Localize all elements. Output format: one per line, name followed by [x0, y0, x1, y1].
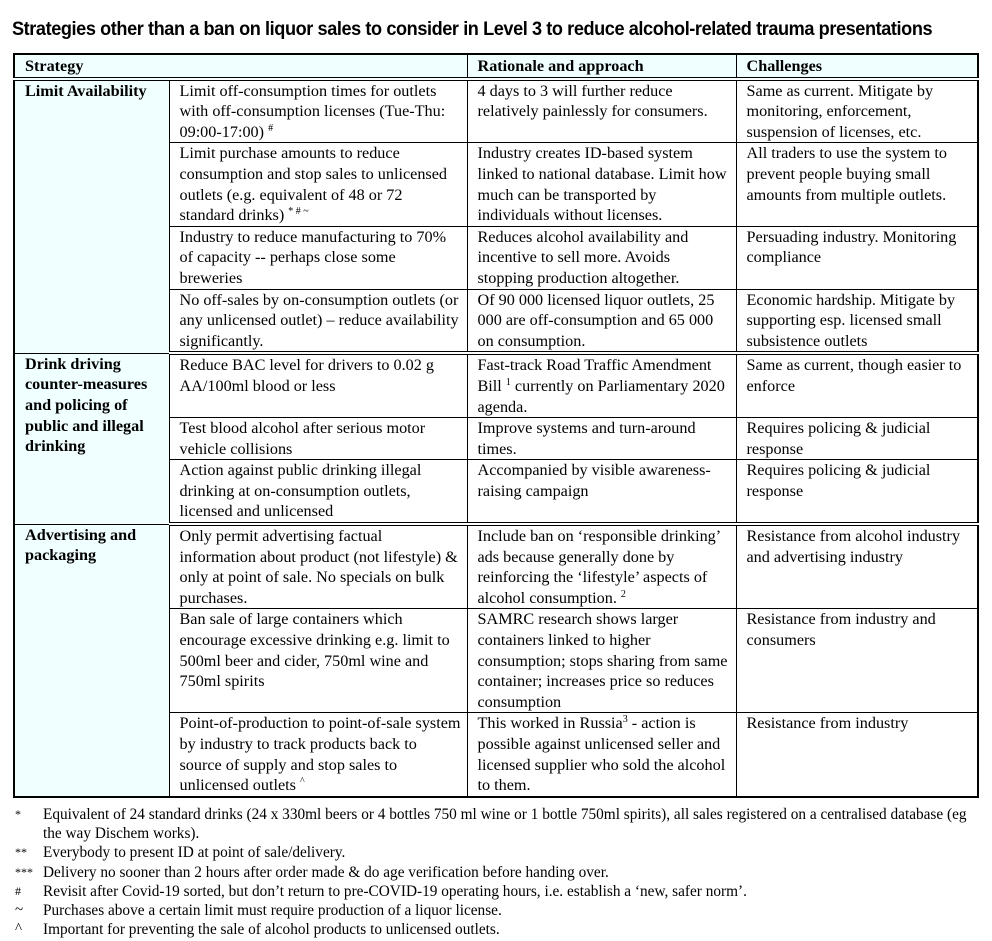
rationale-text: Industry creates ID-based system linked to national database. Limit how much can be transported by individuals without licenses. — [477, 144, 727, 225]
rationale-cell — [467, 713, 736, 797]
footnote-text: Delivery no sooner than 2 hours after order made & do age verification before handing over. — [43, 863, 609, 881]
challenges-cell: Resistance from industry — [736, 713, 978, 797]
strategy-cell — [169, 289, 467, 353]
strategy-text: Limit off-consumption times for outlets with off-consumption licenses (Tue-Thu: 09:00-17:00) — [179, 81, 446, 141]
strategy-cell — [169, 460, 467, 524]
strategy-cell — [169, 609, 467, 713]
strategy-text: Action against public drinking illegal drinking at on-consumption outlets, licensed and unlicensed — [179, 461, 422, 521]
header-strategy: Strategy — [14, 54, 467, 79]
rationale-cell — [467, 418, 736, 460]
strategy-text: Reduce BAC level for drivers to 0.02 g AA/100ml blood or less — [179, 356, 434, 395]
rationale-text: Improve systems and turn-around times. — [477, 419, 696, 458]
category-cell: Advertising and packaging — [14, 524, 169, 797]
strategy-text: Test blood alcohol after serious motor vehicle collisions — [179, 419, 426, 458]
strategy-cell — [169, 524, 467, 609]
table-row — [14, 79, 978, 143]
footnote — [13, 843, 977, 862]
rationale-text: 4 days to 3 will further reduce relatively painlessly for consumers. — [477, 81, 708, 121]
strategy-cell — [169, 226, 467, 289]
table-row — [14, 524, 978, 609]
strategy-text: Only permit advertising factual information about product (not lifestyle) & only at point of sale. No specials on bulk purchases. — [179, 527, 458, 607]
rationale-cell — [467, 524, 736, 609]
footnote-text: Purchases above a certain limit must require production of a liquor license. — [43, 902, 502, 920]
rationale-cell — [467, 353, 736, 417]
rationale-text: Fast-track Road Traffic Amendment Bill — [477, 356, 712, 395]
footnotes — [13, 805, 977, 939]
challenges-cell: Same as current, though easier to enforce — [736, 353, 978, 417]
challenges-cell: All traders to use the system to prevent people buying small amounts from multiple outlets. — [736, 143, 978, 226]
rationale-text: Include ban on ‘responsible drinking’ ads because generally done by reinforcing the ‘lifestyle’ aspects of alcohol consumption. — [477, 527, 720, 607]
strategy-text: No off-sales by on-consumption outlets (or any unlicensed outlet) – reduce availability significantly. — [179, 290, 459, 350]
strategy-text: Limit purchase amounts to reduce consumption and stop sales to unlicensed outlets (e.g. equivalent of 48 or 72 standard drinks) — [179, 144, 448, 225]
strategy-text: Point-of-production to point-of-sale system by industry to track products back to source of supply and stop sales to unlicensed outlets — [179, 714, 461, 795]
category-cell: Limit Availability — [14, 79, 169, 354]
challenges-cell: Same as current. Mitigate by monitoring, enforcement, suspension of licenses, etc. — [736, 79, 978, 143]
document-title: Strategies other than a ban on liquor sales to consider in Level 3 to reduce alcohol-related trauma presentations — [12, 18, 933, 40]
footnote-text: Important for preventing the sale of alcohol products to unlicensed outlets. — [43, 921, 500, 939]
rationale-text: - action is possible against unlicensed seller and licensed supplier who sold the alcohol to them. — [477, 714, 726, 795]
rationale-cell — [467, 226, 736, 289]
rationale-text: Accompanied by visible awareness-raising campaign — [477, 461, 711, 500]
challenges-cell: Economic hardship. Mitigate by supporting esp. licensed small subsistence outlets — [736, 289, 978, 353]
footnote-mark: ^ — [15, 921, 23, 938]
footnote-mark: ** — [15, 845, 27, 860]
strategy-cell — [169, 79, 467, 143]
rationale-cell — [467, 289, 736, 353]
challenges-cell: Requires policing & judicial response — [736, 418, 978, 460]
footnote — [13, 882, 977, 901]
table-header-row — [14, 54, 978, 79]
footnote-mark: *** — [15, 864, 33, 879]
rationale-text: This worked in Russia — [477, 714, 623, 733]
rationale-text: SAMRC research shows larger containers linked to higher consumption; stops sharing from same container; increases price so reduces consumption — [477, 610, 728, 711]
rationale-cell — [467, 79, 736, 143]
category-cell: Drink driving counter-measures and policing of public and illegal drinking — [14, 353, 169, 524]
rationale-cell — [467, 460, 736, 524]
rationale-text: currently on Parliamentary 2020 agenda. — [477, 376, 725, 416]
reference-number: 3 — [622, 714, 628, 726]
footnote-reference: # — [268, 122, 274, 134]
footnote — [13, 901, 977, 920]
footnote-reference: ^ — [299, 776, 305, 788]
reference-number: 2 — [620, 588, 626, 600]
challenges-cell: Requires policing & judicial response — [736, 460, 978, 524]
footnote-text: Revisit after Covid-19 sorted, but don’t return to pre-COVID-19 operating hours, i.e. establish a ‘new, safer norm’. — [43, 882, 747, 900]
strategy-text: Industry to reduce manufacturing to 70% of capacity -- perhaps close some breweries — [179, 227, 447, 287]
strategy-text: Ban sale of large containers which encourage excessive drinking e.g. limit to 500ml beer and cider, 750ml wine and 750ml spirits — [179, 610, 450, 691]
strategy-cell — [169, 143, 467, 226]
rationale-text: Reduces alcohol availability and incentive to sell more. Avoids stopping production altogether. — [477, 227, 689, 287]
strategy-cell — [169, 353, 467, 417]
challenges-cell: Resistance from alcohol industry and advertising industry — [736, 524, 978, 609]
header-challenges: Challenges — [736, 54, 978, 79]
challenges-cell: Resistance from industry and consumers — [736, 609, 978, 713]
reference-number: 1 — [505, 376, 511, 388]
table-row — [14, 353, 978, 417]
rationale-cell — [467, 609, 736, 713]
footnote — [13, 805, 977, 843]
footnote-mark: ~ — [15, 902, 24, 919]
rationale-cell — [467, 143, 736, 226]
footnote-text: Equivalent of 24 standard drinks (24 x 330ml beers or 4 bottles 750 ml wine or 1 bottle 750ml spirits), all sales registered on a centralised database (eg the way Dischem works). — [43, 806, 967, 843]
strategy-cell — [169, 418, 467, 460]
footnote-text: Everybody to present ID at point of sale/delivery. — [43, 844, 346, 862]
header-rationale: Rationale and approach — [467, 54, 736, 79]
footnote-mark: * — [15, 807, 21, 821]
footnote — [13, 920, 977, 939]
strategy-cell — [169, 713, 467, 797]
footnote-reference: * # ~ — [288, 206, 309, 218]
rationale-text: Of 90 000 licensed liquor outlets, 25 000 are off-consumption and 65 000 on consumption. — [477, 290, 715, 350]
footnote-mark: # — [15, 883, 21, 898]
strategies-table — [13, 53, 979, 798]
challenges-cell: Persuading industry. Monitoring compliance — [736, 226, 978, 289]
footnote — [13, 863, 977, 882]
